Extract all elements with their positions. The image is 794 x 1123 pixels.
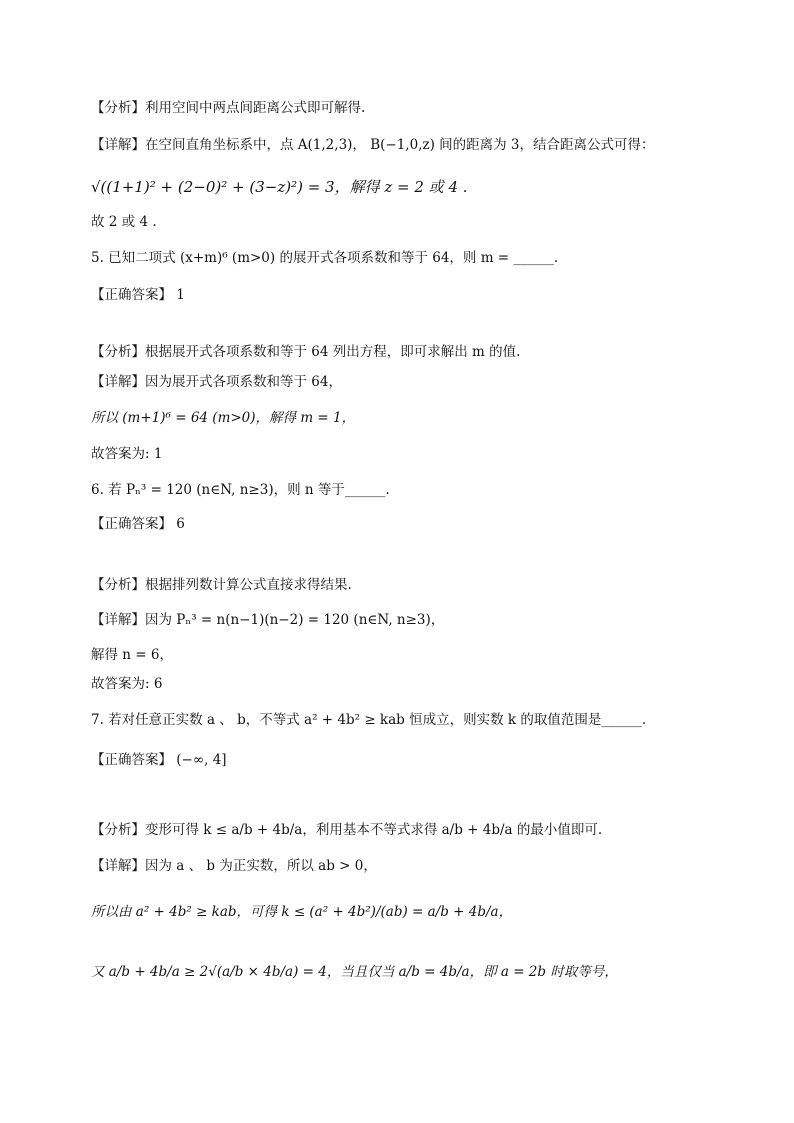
- derivation-7: 所以由 a² + 4b² ≥ kab，可得 k ≤ (a² + 4b²)/(ab) = a/b + 4b/a，: [91, 904, 513, 920]
- conclusion-line-q4: 故 2 或 4 .: [91, 214, 157, 230]
- answer-6: 【正确答案】 6: [91, 516, 185, 532]
- formula-line-q4: √((1+1)² + (2−0)² + (3−z)²) = 3，解得 z = 2 或 4 .: [91, 178, 468, 196]
- detail-5: 【详解】因为展开式各项系数和等于 64，: [91, 374, 342, 390]
- analysis-7: 【分析】变形可得 k ≤ a/b + 4b/a，利用基本不等式求得 a/b + 4b/a 的最小值即可.: [91, 822, 603, 838]
- inequality-7: 又 a/b + 4b/a ≥ 2√(a/b × 4b/a) = 4，当且仅当 a/b = 4b/a，即 a = 2b 时取等号，: [91, 964, 618, 980]
- question-7: 7. 若对任意正实数 a 、 b，不等式 a² + 4b² ≥ kab 恒成立，则实数 k 的取值范围是______.: [91, 712, 647, 728]
- answer-7: 【正确答案】 (−∞, 4]: [91, 752, 227, 768]
- detail-6: 【详解】因为 Pₙ³ = n(n−1)(n−2) = 120 (n∈N, n≥3)，: [91, 612, 445, 628]
- formula-5: 所以 (m+1)⁶ = 64 (m>0)，解得 m = 1，: [91, 410, 356, 426]
- question-6: 6. 若 Pₙ³ = 120 (n∈N, n≥3)，则 n 等于______.: [91, 482, 390, 498]
- detail-7: 【详解】因为 a 、 b 为正实数，所以 ab > 0，: [91, 858, 377, 874]
- conclusion-6: 故答案为: 6: [91, 676, 163, 692]
- analysis-6: 【分析】根据排列数计算公式直接求得结果.: [91, 577, 352, 593]
- analysis-5: 【分析】根据展开式各项系数和等于 64 列出方程，即可求解出 m 的值.: [91, 344, 521, 360]
- analysis-line-q4: 【分析】利用空间中两点间距离公式即可解得.: [91, 100, 366, 116]
- answer-5: 【正确答案】 1: [91, 287, 185, 303]
- conclusion-5: 故答案为: 1: [91, 446, 163, 462]
- question-5: 5. 已知二项式 (x+m)⁶ (m>0) 的展开式各项系数和等于 64，则 m = ______.: [91, 250, 559, 266]
- detail-line-q4: 【详解】在空间直角坐标系中，点 A(1,2,3)， B(−1,0,z) 间的距离为 3，结合距离公式可得：: [91, 137, 655, 153]
- solution-6: 解得 n = 6，: [91, 647, 173, 663]
